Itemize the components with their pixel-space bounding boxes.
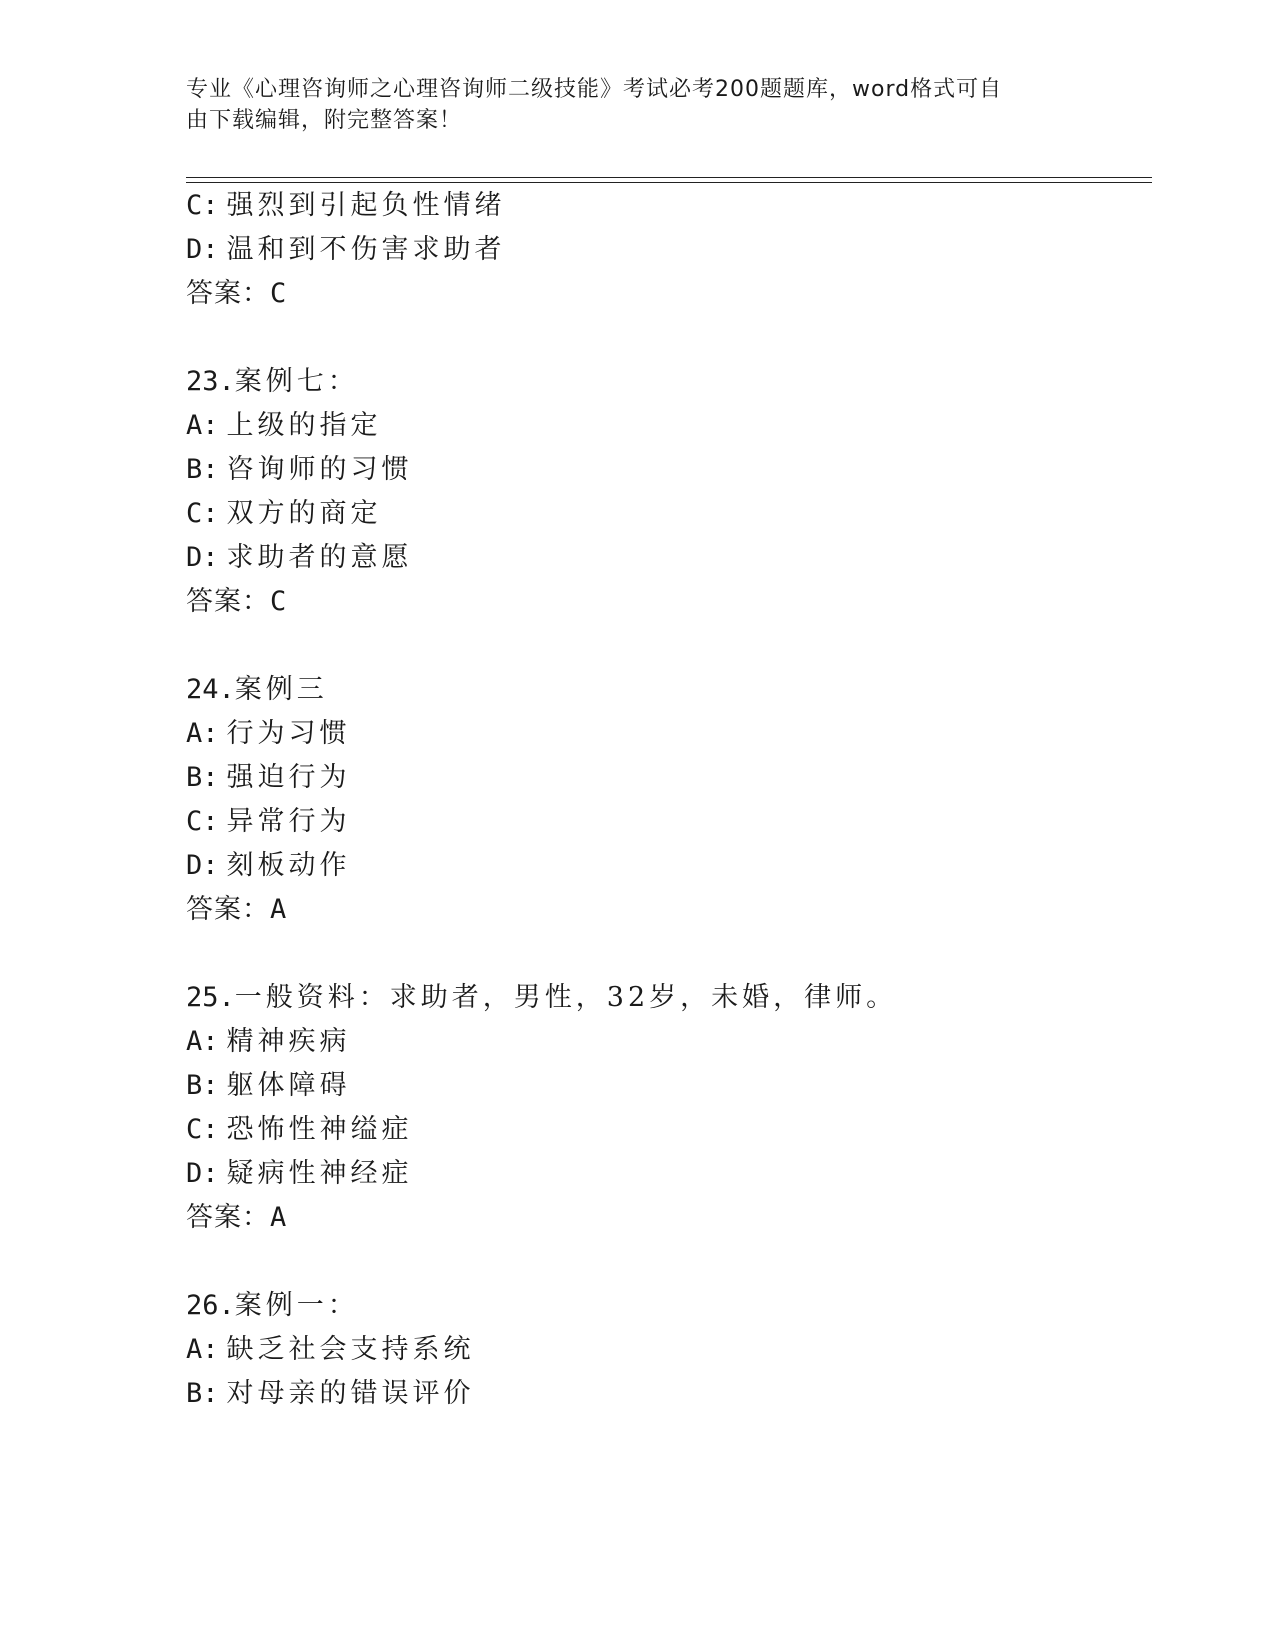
- question-number: 24.: [186, 674, 235, 705]
- option-text: 上级的指定: [226, 410, 382, 441]
- question-text: 案例三: [234, 674, 328, 705]
- question-text: 案例一：: [234, 1290, 359, 1321]
- answer-line: [186, 893, 287, 927]
- option-text: 恐怖性神缢症: [226, 1114, 413, 1145]
- answer-value: C: [270, 278, 288, 309]
- option-text: 躯体障碍: [226, 1070, 351, 1101]
- header-line-2: 由下载编辑，附完整答案！: [186, 108, 463, 133]
- option-line: [186, 189, 506, 223]
- option-label: A:: [186, 410, 219, 441]
- option-label: B:: [186, 1378, 219, 1409]
- question-text: 一般资料：求助者，男性，32岁，未婚，律师。: [234, 982, 898, 1013]
- question-text: 案例七：: [234, 366, 359, 397]
- header-line-1: 专业《心理咨询师之心理咨询师二级技能》考试必考200题题库，word格式可自: [186, 77, 1003, 102]
- option-text: 求助者的意愿: [226, 542, 413, 573]
- option-label: C:: [186, 806, 219, 837]
- option-text: 强迫行为: [226, 762, 351, 793]
- question-number: 25.: [186, 982, 235, 1013]
- option-line: [186, 849, 351, 883]
- option-label: C:: [186, 1114, 219, 1145]
- option-text: 精神疾病: [226, 1026, 351, 1057]
- option-text: 疑病性神经症: [226, 1158, 413, 1189]
- option-label: D:: [186, 234, 219, 265]
- answer-line: [186, 277, 287, 311]
- option-line: [186, 1157, 413, 1191]
- option-text: 双方的商定: [226, 498, 382, 529]
- option-text: 缺乏社会支持系统: [226, 1334, 475, 1365]
- answer-value: A: [270, 894, 288, 925]
- question-number: 23.: [186, 366, 235, 397]
- document-header: [186, 74, 1066, 136]
- option-label: B:: [186, 1070, 219, 1101]
- question-title: [186, 673, 328, 707]
- question-title: [186, 1289, 359, 1323]
- answer-value: C: [270, 586, 288, 617]
- answer-label: 答案：: [186, 894, 270, 925]
- option-line: [186, 541, 413, 575]
- answer-label: 答案：: [186, 586, 270, 617]
- option-text: 刻板动作: [226, 850, 351, 881]
- option-label: B:: [186, 454, 219, 485]
- question-title: [186, 365, 359, 399]
- option-line: [186, 409, 382, 443]
- option-line: [186, 717, 351, 751]
- option-text: 温和到不伤害求助者: [226, 234, 506, 265]
- option-text: 行为习惯: [226, 718, 351, 749]
- question-title: [186, 981, 897, 1015]
- answer-label: 答案：: [186, 1202, 270, 1233]
- option-text: 对母亲的错误评价: [226, 1378, 475, 1409]
- header-divider-top: [186, 177, 1152, 178]
- option-label: D:: [186, 1158, 219, 1189]
- question-number: 26.: [186, 1290, 235, 1321]
- option-label: C:: [186, 498, 219, 529]
- header-divider-bottom: [186, 182, 1152, 183]
- option-label: D:: [186, 542, 219, 573]
- option-text: 强烈到引起负性情绪: [226, 190, 506, 221]
- option-label: A:: [186, 718, 219, 749]
- option-line: [186, 1025, 351, 1059]
- option-text: 异常行为: [226, 806, 351, 837]
- option-label: D:: [186, 850, 219, 881]
- answer-line: [186, 585, 287, 619]
- option-line: [186, 761, 351, 795]
- answer-value: A: [270, 1202, 288, 1233]
- option-label: A:: [186, 1334, 219, 1365]
- option-line: [186, 805, 351, 839]
- answer-label: 答案：: [186, 278, 270, 309]
- option-label: C:: [186, 190, 219, 221]
- option-line: [186, 1333, 475, 1367]
- option-label: A:: [186, 1026, 219, 1057]
- answer-line: [186, 1201, 287, 1235]
- option-line: [186, 1069, 351, 1103]
- option-line: [186, 453, 413, 487]
- option-line: [186, 233, 506, 267]
- option-text: 咨询师的习惯: [226, 454, 413, 485]
- option-line: [186, 497, 382, 531]
- option-label: B:: [186, 762, 219, 793]
- option-line: [186, 1113, 413, 1147]
- option-line: [186, 1377, 475, 1411]
